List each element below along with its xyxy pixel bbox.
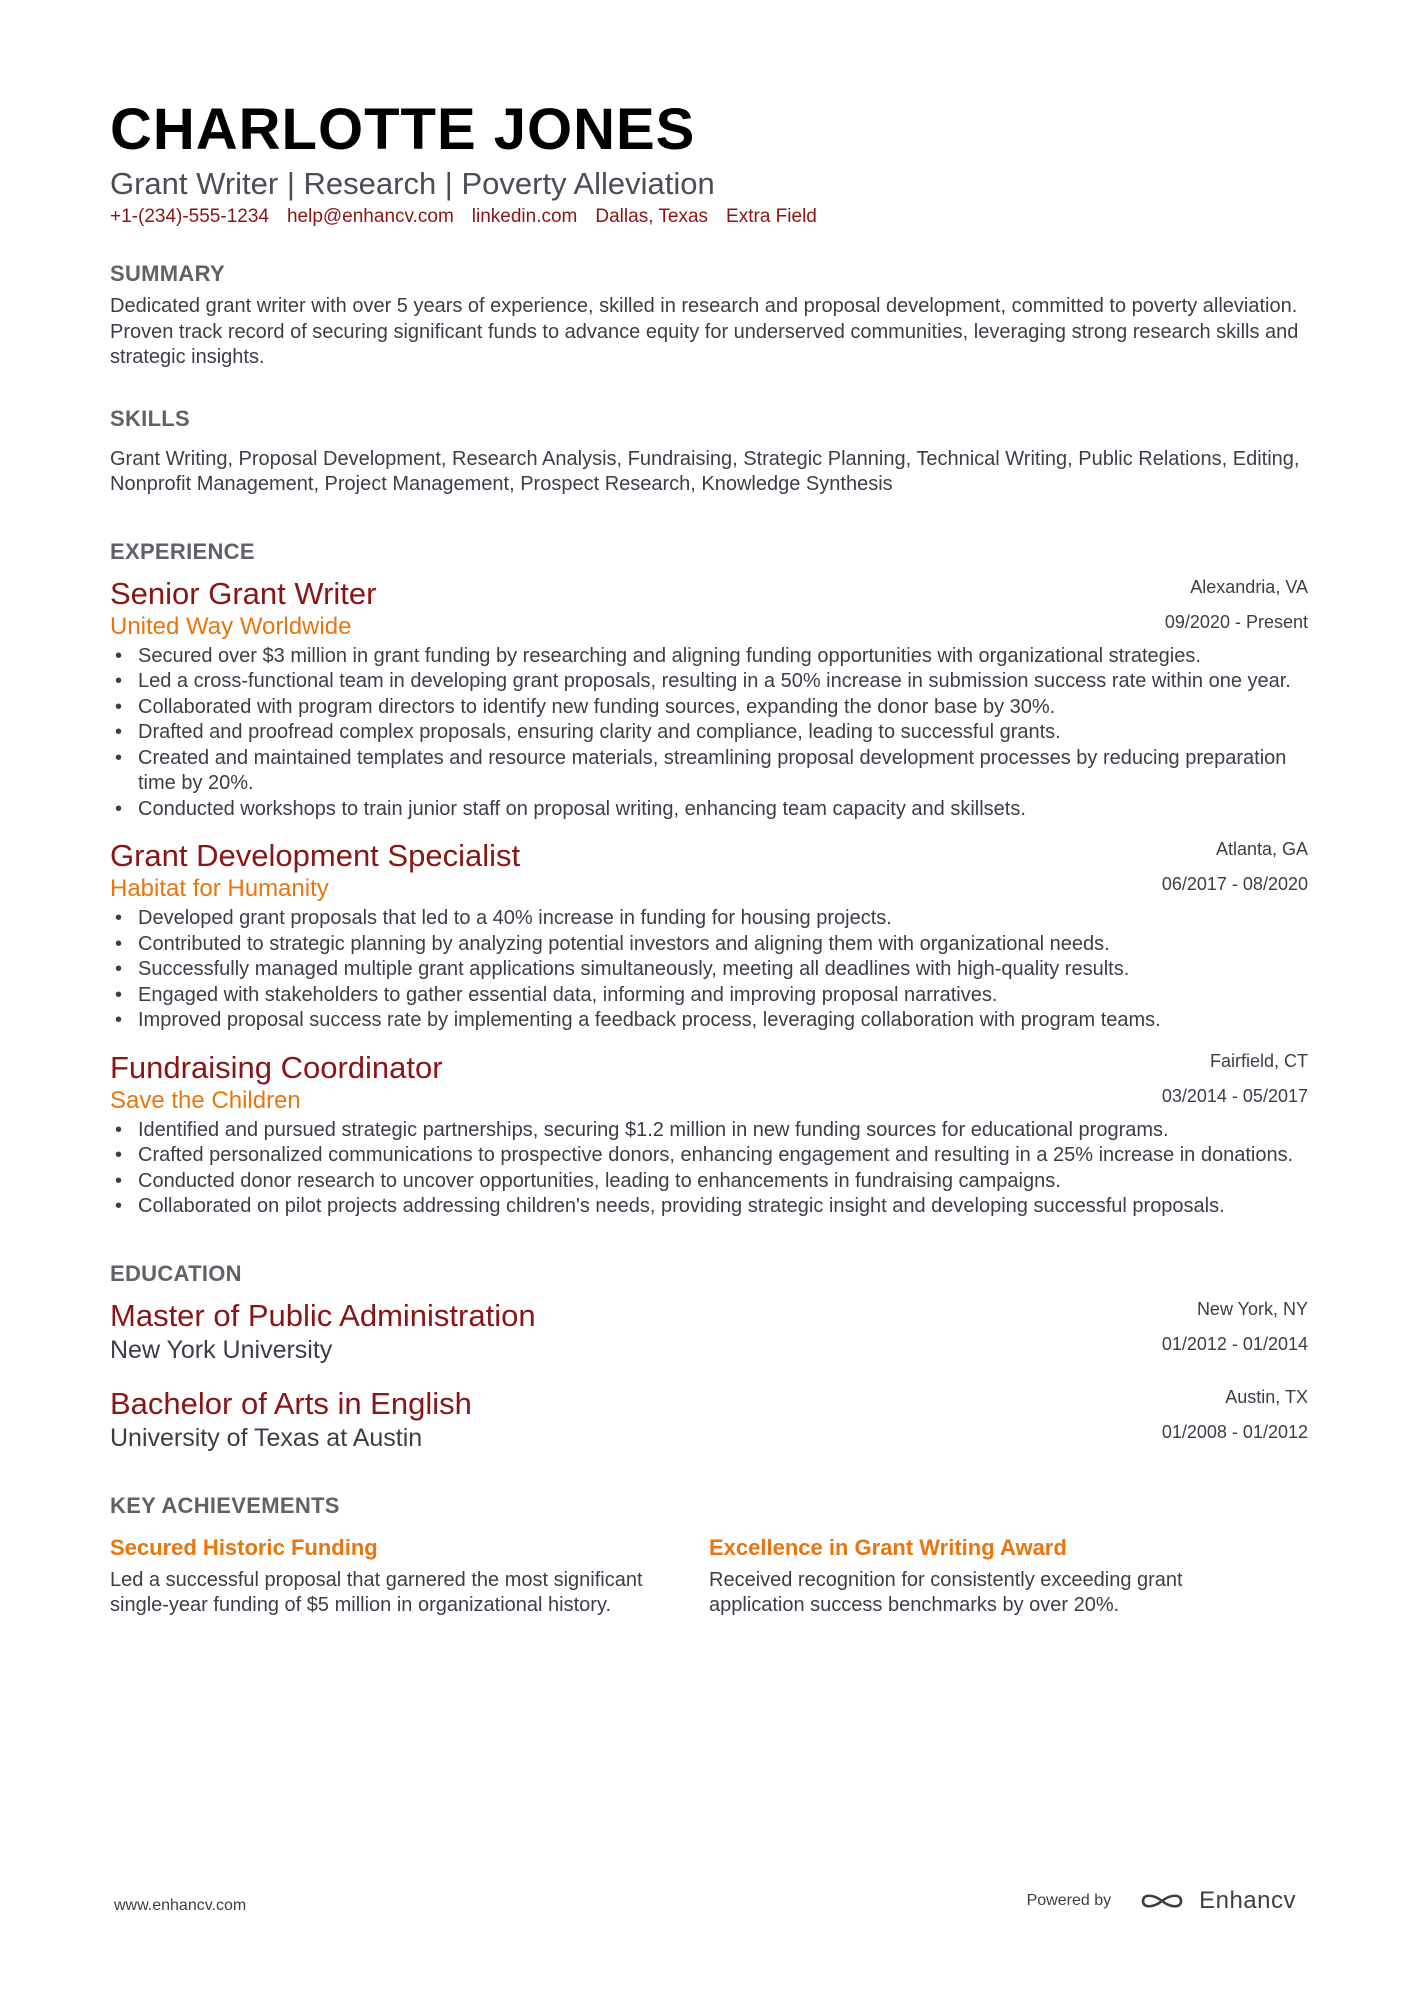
achievements-grid (110, 1534, 1308, 1619)
footer-website[interactable]: www.enhancv.com (114, 1897, 247, 1914)
education-location: New York, NY (1196, 1298, 1308, 1319)
powered-by-label: Powered by (1026, 1892, 1112, 1909)
bullet-item: • Collaborated with program directors to identify new funding sources, expanding the donor base by 30%. (110, 695, 1308, 721)
job-entry (110, 576, 1308, 823)
job-location: Alexandria, VA (1190, 576, 1308, 597)
contact-list (110, 204, 1308, 230)
skills-section (110, 405, 1308, 498)
education-dates: 01/2012 - 01/2014 (1161, 1333, 1308, 1354)
job-organization: Save the Children (110, 1086, 301, 1114)
skills-text: Grant Writing, Proposal Development, Research Analysis, Fundraising, Strategic Planning, Technical Writing, Public Relations, Editing, Nonprofit Management, Project Management, Prospect Research, Knowledge Synthesis (110, 447, 1300, 495)
candidate-name: CHARLOTTE JONES (110, 97, 696, 162)
education-section (110, 1260, 1308, 1454)
section-title-achievements: KEY ACHIEVEMENTS (110, 1492, 340, 1518)
bullet-item: • Improved proposal success rate by implementing a feedback process, leveraging collaboration with program teams. (110, 1008, 1308, 1034)
section-title-experience: EXPERIENCE (110, 538, 255, 564)
job-title: Grant Development Specialist (110, 838, 521, 873)
achievement-item (709, 1534, 1308, 1619)
section-title-summary: SUMMARY (110, 261, 225, 286)
job-location: Atlanta, GA (1215, 839, 1308, 859)
summary-section (110, 260, 1308, 371)
contact-linkedin[interactable]: linkedin.com (471, 206, 578, 227)
achievement-title: Secured Historic Funding (110, 1534, 378, 1560)
job-entry (110, 1050, 1308, 1220)
achievement-item (110, 1534, 709, 1619)
enhancv-logo-icon (1139, 1889, 1185, 1913)
bullet-item: • Developed grant proposals that led to a 40% increase in funding for housing projects. (110, 906, 1308, 932)
bullet-item: • Contributed to strategic planning by analyzing potential investors and aligning them with organizational needs. (110, 932, 1308, 958)
brand-name: Enhancv (1199, 1887, 1296, 1914)
school-name: New York University (110, 1335, 333, 1364)
job-dates: 03/2014 - 05/2017 (1161, 1085, 1308, 1106)
school-name: University of Texas at Austin (110, 1423, 423, 1452)
achievement-description: Received recognition for consistently exceeding grant application success benchmarks by over 20%. (709, 1568, 1183, 1616)
achievements-section (110, 1492, 1308, 1619)
bullet-item: • Drafted and proofread complex proposals, ensuring clarity and compliance, leading to successful grants. (110, 720, 1308, 746)
section-title-education: EDUCATION (110, 1260, 242, 1286)
resume-page (110, 96, 1308, 1619)
bullet-item: • Successfully managed multiple grant applications simultaneously, meeting all deadlines with high-quality results. (110, 957, 1308, 983)
contact-location: Dallas, Texas (595, 206, 709, 227)
job-title: Senior Grant Writer (110, 575, 377, 611)
resume-header (110, 96, 1308, 230)
achievement-description: Led a successful proposal that garnered the most significant single-year funding of $5 million in organizational history. (110, 1568, 643, 1616)
summary-text: Dedicated grant writer with over 5 years of experience, skilled in research and proposal development, committed to poverty alleviation. Proven track record of securing significant funds to advance equity for underserved communities, leveraging strong research skills and strategic insights. (110, 295, 1299, 368)
bullet-item: • Collaborated on pilot projects addressing children's needs, providing strategic insight and developing successful proposals. (110, 1194, 1308, 1220)
bullet-item: • Crafted personalized communications to prospective donors, enhancing engagement and resulting in a 25% increase in donations. (110, 1143, 1308, 1169)
job-bullets (110, 1118, 1308, 1220)
degree-title: Master of Public Administration (110, 1297, 536, 1333)
job-dates: 09/2020 - Present (1164, 611, 1308, 632)
education-entry (110, 1386, 1308, 1454)
bullet-item: • Conducted donor research to uncover opportunities, leading to enhancements in fundraising campaigns. (110, 1169, 1308, 1195)
section-title-skills: SKILLS (110, 405, 191, 431)
bullet-item: • Secured over $3 million in grant funding by researching and aligning funding opportunities with organizational strategies. (110, 644, 1308, 670)
experience-section (110, 538, 1308, 1220)
bullet-item: • Led a cross-functional team in developing grant proposals, resulting in a 50% increase in submission success rate within one year. (110, 669, 1308, 695)
job-bullets (110, 906, 1308, 1034)
education-location: Austin, TX (1225, 1386, 1308, 1407)
bullet-item: • Created and maintained templates and resource materials, streamlining proposal development processes by reducing preparation time by 20%. (110, 746, 1308, 797)
bullet-item: • Conducted workshops to train junior staff on proposal writing, enhancing team capacity and skillsets. (110, 797, 1308, 823)
job-organization: Habitat for Humanity (110, 875, 329, 902)
achievement-title: Excellence in Grant Writing Award (709, 1534, 1067, 1560)
job-bullets (110, 644, 1308, 823)
contact-phone[interactable]: +1-(234)-555-1234 (110, 206, 269, 227)
bullet-item: • Engaged with stakeholders to gather essential data, informing and improving proposal narratives. (110, 983, 1308, 1009)
job-entry (110, 838, 1308, 1034)
candidate-headline: Grant Writer | Research | Poverty Alleviation (110, 166, 715, 201)
degree-title: Bachelor of Arts in English (110, 1385, 472, 1421)
education-entry (110, 1298, 1308, 1366)
job-location: Fairfield, CT (1209, 1050, 1308, 1071)
contact-email[interactable]: help@enhancv.com (286, 206, 454, 227)
job-title: Fundraising Coordinator (110, 1049, 443, 1085)
bullet-item: • Identified and pursued strategic partnerships, securing $1.2 million in new funding sources for educational programs. (110, 1118, 1308, 1144)
job-dates: 06/2017 - 08/2020 (1161, 874, 1308, 894)
education-dates: 01/2008 - 01/2012 (1161, 1421, 1308, 1442)
contact-extra-field: Extra Field (726, 206, 817, 227)
job-organization: United Way Worldwide (110, 612, 352, 640)
footer-branding (1027, 1887, 1296, 1915)
